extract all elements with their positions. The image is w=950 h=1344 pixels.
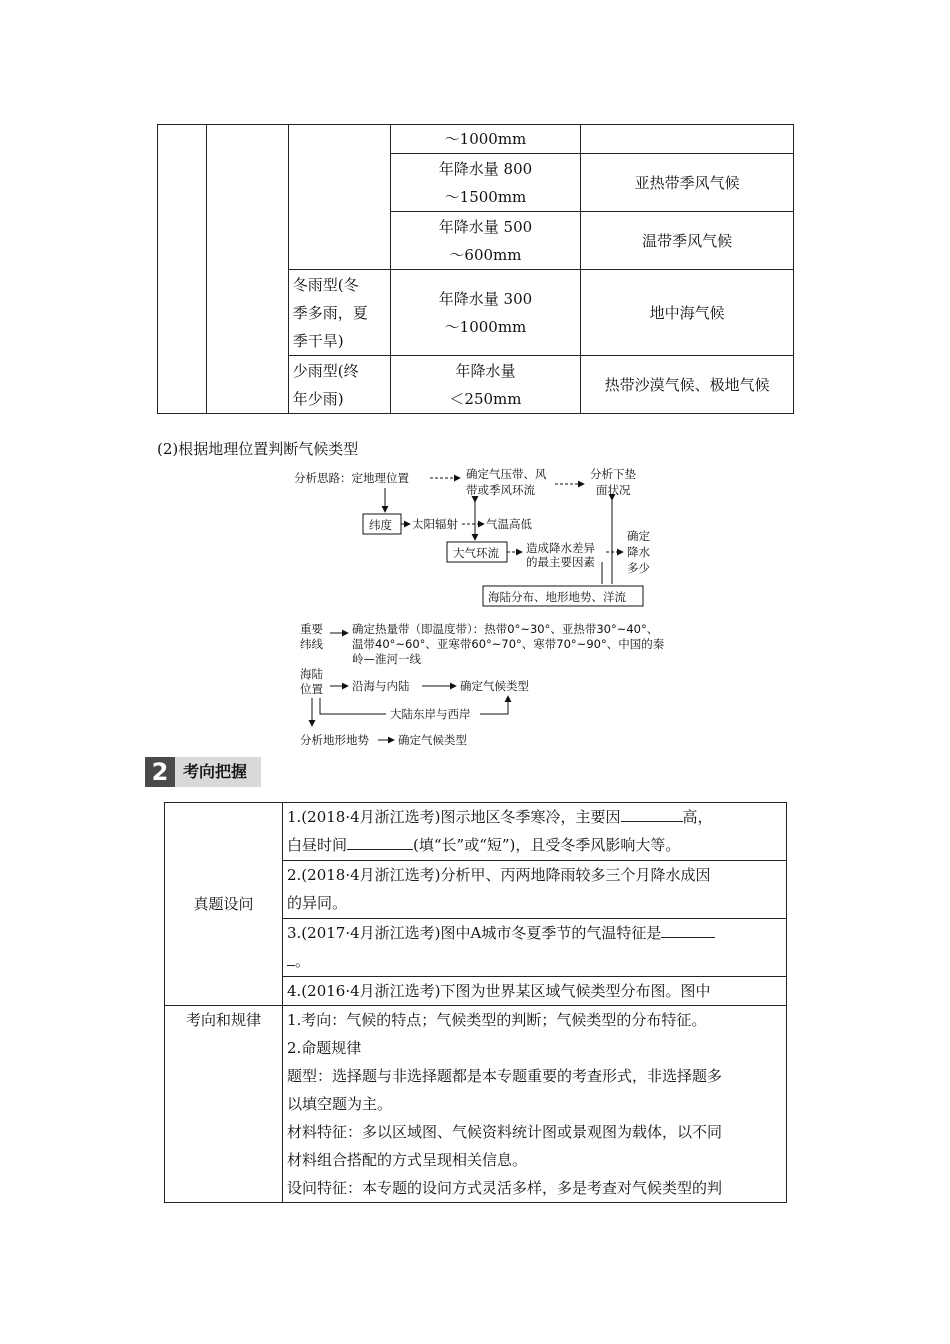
rain-cell bbox=[390, 356, 581, 414]
rain-cell bbox=[390, 125, 581, 154]
east-west-text: 大陆东岸与西岸 bbox=[390, 707, 471, 721]
precip-amount-text: 多少 bbox=[627, 561, 650, 575]
determine-climate-text: 确定气候类型 bbox=[460, 679, 529, 693]
key-lat-text: 纬线 bbox=[300, 637, 323, 651]
rain-type-text: 年少雨) bbox=[292, 389, 344, 408]
rule-text: 题型：选择题与非选择题都是本专题重要的考查形式，非选择题多 bbox=[287, 1067, 723, 1085]
question-text: 3.(2017·4月浙江选考)图中A城市冬夏季节的气温特征是 bbox=[287, 924, 662, 942]
precip-cause-text: 的最主要因素 bbox=[526, 555, 595, 569]
heat-zone-text: 岭—淮河一线 bbox=[352, 652, 421, 666]
rule-text: 材料特征：多以区域图、气候资料统计图或景观图为载体，以不同 bbox=[287, 1123, 723, 1141]
rule-text: 以填空题为主。 bbox=[287, 1095, 393, 1113]
answer-blank bbox=[347, 834, 413, 850]
rain-type-cell bbox=[288, 270, 390, 356]
climate-cell bbox=[581, 125, 794, 154]
question-text: 白昼时间 bbox=[287, 836, 348, 854]
blank-cell-col3 bbox=[288, 125, 390, 270]
answer-blank bbox=[621, 806, 683, 822]
section-badge bbox=[145, 757, 261, 787]
question-text: 1.(2018·4月浙江选考)图示地区冬季寒冷，主要因 bbox=[287, 808, 621, 826]
precip-amount-text: 确定 bbox=[627, 529, 650, 543]
climate-cell: 温带季风气候 bbox=[581, 212, 794, 270]
rules-label-cell bbox=[165, 1006, 283, 1203]
arrow bbox=[480, 696, 508, 714]
surface-text: 分析下垫 bbox=[590, 467, 636, 481]
question-text: (填“长”或“短”)，且受冬季风影响大等。 bbox=[413, 836, 681, 854]
climate-table bbox=[157, 124, 794, 414]
question-text: 的异同。 bbox=[287, 894, 348, 912]
heat-zone-text: 温带40°~60°、亚寒带60°~70°、寒带70°~90°、中国的秦 bbox=[352, 637, 665, 651]
idea-label: 分析思路：定地理位置 bbox=[294, 471, 409, 485]
climate-cell: 亚热带季风气候 bbox=[581, 154, 794, 212]
question-text: 高， bbox=[682, 808, 713, 826]
rain-type-cell bbox=[288, 356, 390, 414]
temperature-text: 气温高低 bbox=[486, 517, 532, 531]
climate-cell: 地中海气候 bbox=[581, 270, 794, 356]
question-cell bbox=[283, 977, 787, 1006]
rule-text: 2.命题规律 bbox=[287, 1039, 362, 1057]
land-sea-text: 海陆分布、地形地势、洋流 bbox=[488, 590, 626, 604]
answer-blank bbox=[287, 950, 295, 966]
terrain-text: 分析地形地势 bbox=[300, 733, 369, 747]
solar-text: 太阳辐射 bbox=[412, 517, 458, 531]
pressure-belt-text: 带或季风环流 bbox=[466, 483, 535, 497]
exam-table bbox=[164, 802, 787, 1203]
rules-cell bbox=[283, 1006, 787, 1203]
rain-cell bbox=[390, 154, 581, 212]
rain-cell bbox=[390, 270, 581, 356]
rain-cell bbox=[390, 212, 581, 270]
question-cell bbox=[283, 919, 787, 977]
section-number: 2 bbox=[145, 757, 175, 787]
heat-zone-text: 确定热量带（即温度带）：热带0°~30°、亚热带30°~40°、 bbox=[352, 622, 659, 636]
key-lat-text: 重要 bbox=[300, 622, 323, 636]
rain-text: 年降水量 300 bbox=[438, 289, 533, 308]
land-sea-pos-text: 海陆 bbox=[300, 667, 323, 681]
question-text: 4.(2016·4月浙江选考)下图为世界某区域气候类型分布图。图中 bbox=[287, 982, 711, 1000]
surface-text: 面状况 bbox=[596, 483, 631, 497]
rain-text: ～1000mm bbox=[444, 317, 527, 336]
rain-text: 年降水量 500 bbox=[438, 217, 533, 236]
question-cell bbox=[283, 861, 787, 919]
circulation-text: 大气环流 bbox=[453, 546, 499, 560]
rules-label: 考向和规律 bbox=[185, 1011, 261, 1029]
rain-text: ～600mm bbox=[449, 245, 522, 264]
terrain-climate-text: 确定气候类型 bbox=[398, 733, 467, 747]
latitude-text: 纬度 bbox=[369, 518, 392, 532]
blank-cell-col1 bbox=[158, 125, 207, 414]
rule-text: 1.考向：气候的特点；气候类型的判断；气候类型的分布特征。 bbox=[287, 1011, 707, 1029]
coast-inland-text: 沿海与内陆 bbox=[352, 679, 410, 693]
question-text: 。 bbox=[295, 952, 311, 970]
question-cell bbox=[283, 803, 787, 861]
blank-cell-col2 bbox=[206, 125, 288, 414]
rule-text: 设问特征：本专题的设问方式灵活多样，多是考查对气候类型的判 bbox=[287, 1179, 723, 1197]
section-title: 考向把握 bbox=[183, 762, 248, 781]
section-heading: (2)根据地理位置判断气候类型 bbox=[157, 440, 359, 458]
rain-type-text: 冬雨型(冬 bbox=[292, 275, 359, 294]
questions-label: 真题设问 bbox=[193, 895, 254, 913]
rain-text: 年降水量 bbox=[455, 361, 516, 380]
connector-line bbox=[320, 698, 386, 714]
rain-type-text: 季多雨，夏 bbox=[292, 303, 368, 322]
climate-cell: 热带沙漠气候、极地气候 bbox=[581, 356, 794, 414]
precip-cause-text: 造成降水差异 bbox=[526, 541, 595, 555]
rain-type-text: 少雨型(终 bbox=[292, 361, 359, 380]
rain-text: ＜250mm bbox=[449, 389, 522, 408]
rain-text: ～1500mm bbox=[444, 187, 527, 206]
precip-amount-text: 降水 bbox=[627, 545, 650, 559]
question-text: 2.(2018·4月浙江选考)分析甲、丙两地降雨较多三个月降水成因 bbox=[287, 866, 711, 884]
questions-label-cell bbox=[165, 803, 283, 1006]
rain-text: ～1000mm bbox=[444, 130, 527, 148]
climate-judgement-diagram bbox=[290, 462, 690, 752]
answer-blank bbox=[661, 922, 715, 938]
rain-type-text: 季干旱) bbox=[292, 331, 344, 350]
pressure-belt-text: 确定气压带、风 bbox=[466, 467, 547, 481]
rain-text: 年降水量 800 bbox=[438, 159, 533, 178]
rule-text: 材料组合搭配的方式呈现相关信息。 bbox=[287, 1151, 528, 1169]
land-sea-pos-text: 位置 bbox=[300, 682, 323, 696]
